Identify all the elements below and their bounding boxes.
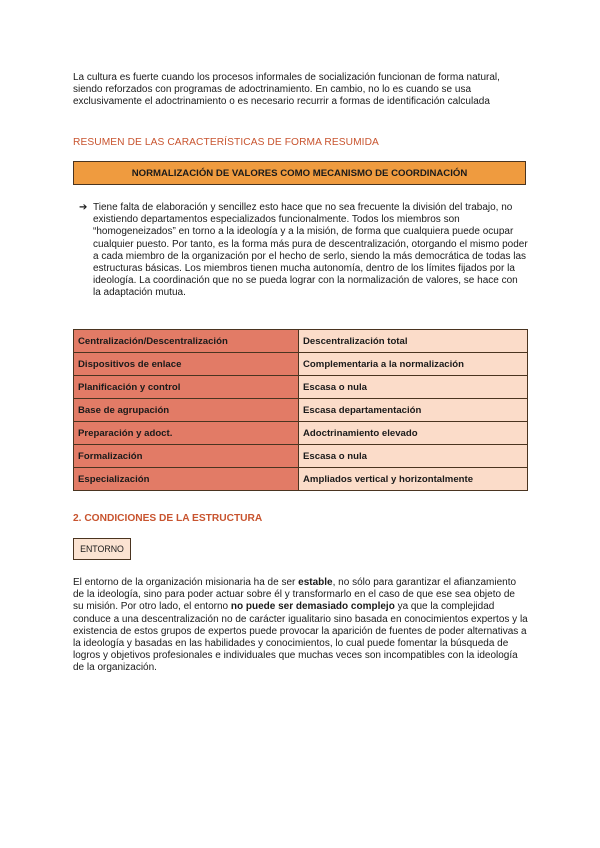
table-key-cell: Centralización/Descentralización (74, 330, 299, 353)
mechanism-title: NORMALIZACIÓN DE VALORES COMO MECANISMO DE COORDINACIÓN (131, 167, 468, 179)
mechanism-title-box (73, 161, 526, 185)
bullet-paragraph (79, 202, 528, 300)
table-value-cell: Ampliados vertical y horizontalmente (299, 468, 528, 491)
table-key-cell: Base de agrupación (74, 399, 299, 422)
table-row (74, 376, 528, 399)
entorno-label-box (73, 538, 131, 560)
table-row (74, 353, 528, 376)
body-text-1: El entorno de la organización misionaria ha de ser (73, 577, 299, 588)
table-key-cell: Dispositivos de enlace (74, 353, 299, 376)
table-value-cell: Adoctrinamiento elevado (299, 422, 528, 445)
table-row (74, 468, 528, 491)
arrow-bullet-icon: ➔ (79, 202, 88, 213)
intro-paragraph: La cultura es fuerte cuando los procesos informales de socialización funcionan de forma natural, siendo reforzados con programas de adoctrinamiento. En cambio, no lo es cuando se usa exclusivamente el adoctrinamiento o es necesario recurrir a formas de identificación calculada (73, 72, 500, 108)
table-value-cell: Escasa o nula (299, 376, 528, 399)
table-value-cell: Descentralización total (299, 330, 528, 353)
table-key-cell: Planificación y control (74, 376, 299, 399)
table-value-cell: Escasa o nula (299, 445, 528, 468)
entorno-paragraph (73, 577, 528, 675)
table-key-cell: Especialización (74, 468, 299, 491)
characteristics-table (73, 329, 528, 491)
table-row (74, 445, 528, 468)
condiciones-heading: 2. CONDICIONES DE LA ESTRUCTURA (73, 513, 263, 524)
table-key-cell: Preparación y adoct. (74, 422, 299, 445)
entorno-label: ENTORNO (80, 544, 124, 554)
table-row (74, 330, 528, 353)
table-row (74, 399, 528, 422)
table-row (74, 422, 528, 445)
body-bold-1: estable (298, 577, 333, 588)
bullet-text: Tiene falta de elaboración y sencillez esto hace que no sea frecuente la división del trabajo, no existiendo departamentos especializados funcionalmente. Todos los miembros son “homogeneizados” en torno a la ideología y a la misión, de forma que cualquiera puede ocupar cualquier puesto. Por tanto, es la forma más pura de descentralización, otorgando el mismo poder a cada miembro de la organización por el hecho de serlo, siendo la más democrática de todas las estructuras básicas. Los miembros tienen mucha autonomía, dentro de los límites fijados por la ideología. La coordinación que no se pueda lograr con la normalización de valores, se hace con la adaptación mutua. (93, 202, 528, 299)
body-text-2: , no sólo para garantizar el afianzamiento de la ideología, sino para poder actuar sobre él y transformarlo en el caso de que ese sea objeto de su misión. Por otro lado, el entorno (73, 577, 517, 613)
table-key-cell: Formalización (74, 445, 299, 468)
body-bold-2: no puede ser demasiado complejo (230, 601, 395, 613)
table-value-cell: Escasa departamentación (299, 399, 528, 422)
resumen-heading: RESUMEN DE LAS CARACTERÍSTICAS DE FORMA RESUMIDA (73, 137, 379, 148)
table-value-cell: Complementaria a la normalización (299, 353, 528, 376)
body-text-3: ya que la complejidad conduce a una descentralización no de carácter igualitario sino basada en conocimientos expertos y la existencia de estos grupos de expertos puede provocar la aparición de fuentes de poder alternativas a la ideología y basadas en las habilidades y conocimientos, lo cual puede fomentar la búsqueda de logros y objetivos profesionales e individuales que muchas veces son incompatibles con la ideología de la organización. (73, 601, 528, 674)
